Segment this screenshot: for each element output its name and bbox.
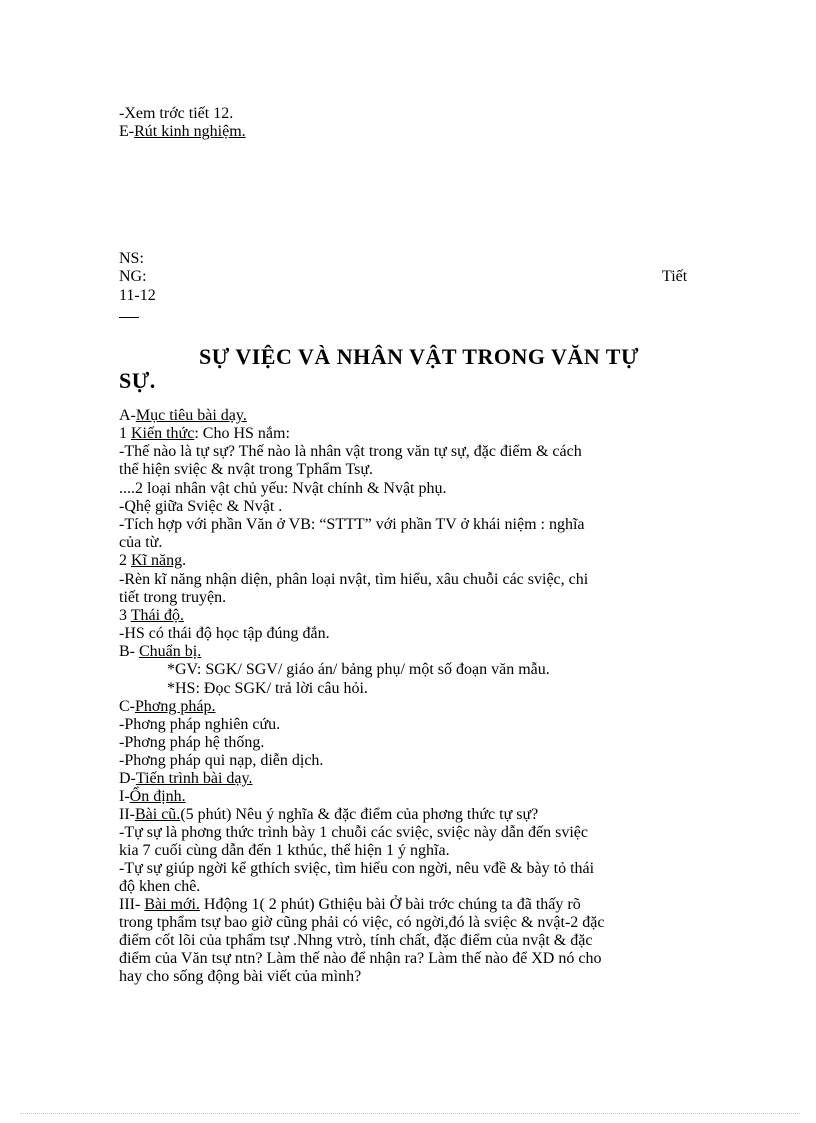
attitude-line: -HS có thái độ học tập đúng đắn. [119, 625, 330, 642]
section-b: B- Chuẩn bị. [119, 643, 202, 660]
attitude-title: Thái độ. [130, 607, 185, 624]
section-c: C-Phơng pháp. [119, 698, 216, 715]
step-3-line: điểm của Văn tsự ntn? Làm thế nào để nhận ra? Làm thế nào để XD nó cho [119, 950, 602, 967]
ng-label: NG: [119, 268, 147, 285]
knowledge-line: thể hiện sviệc & nvật trong Tphẩm Tsự. [119, 461, 374, 478]
tiet-label: Tiết [662, 268, 688, 285]
page-bottom-border [20, 1113, 800, 1114]
section-d: D-Tiến trình bài dạy. [119, 770, 253, 787]
ns-label: NS: [119, 250, 144, 267]
knowledge-heading: 1 Kiến thức: Cho HS nắm: [119, 425, 290, 442]
section-b-title: Chuẩn bị. [139, 643, 202, 660]
page-title-line1: SỰ VIỆC VÀ NHÂN VẬT TRONG VĂN TỰ [199, 344, 639, 369]
preview-line: -Xem trớc tiết 12. [119, 105, 234, 122]
step-1-title: Ổn định. [129, 788, 186, 805]
skills-line: tiết trong truyện. [119, 589, 227, 606]
skills-line: -Rèn kĩ năng nhận diện, phân loại nvật, tìm hiểu, xâu chuỗi các sviệc, chi [119, 571, 589, 588]
skills-title: Kĩ năng [131, 552, 183, 569]
section-c-title: Phơng pháp. [135, 698, 216, 715]
step-3-line: hay cho sống động bài viết của mình? [119, 968, 362, 985]
section-e: E-Rút kinh nghiệm. [119, 123, 246, 140]
method-line: -Phơng pháp hệ thống. [119, 734, 265, 751]
prep-line: *HS: Đọc SGK/ trả lời câu hỏi. [167, 680, 368, 697]
method-line: -Phơng pháp qui nạp, diễn dịch. [119, 752, 324, 769]
step-3: III- Bài mới. Hđộng 1( 2 phút) Gthiệu bài Ở bài trớc chúng ta đã thấy rõ [119, 896, 581, 913]
step-3-line: điểm cốt lõi của tphẩm tsự .Nhng vtrò, tính chất, đặc điểm của nvật & đặc [119, 932, 593, 949]
lesson-number: 11-12 [119, 287, 156, 304]
section-e-title: Rút kinh nghiệm. [134, 123, 246, 140]
step-2: II-Bài cũ.(5 phút) Nêu ý nghĩa & đặc điểm của phơng thức tự sự? [119, 806, 539, 823]
step-1: I-Ổn định. [119, 788, 186, 805]
section-d-title: Tiến trình bài dạy. [135, 770, 253, 787]
knowledge-line: ....2 loại nhân vật chủ yếu: Nvật chính & Nvật phụ. [119, 480, 447, 497]
attitude-heading: 3 Thái độ. [119, 607, 185, 624]
step-3-line: trong tphẩm tsự bao giờ cũng phải có việc, có ngời,đó là sviệc & nvật-2 đặc [119, 914, 605, 931]
step-3-title: Bài mới. [144, 896, 200, 913]
section-a: A-Mục tiêu bài dạy. [119, 407, 247, 424]
prep-line: *GV: SGK/ SGV/ giáo án/ bảng phụ/ một số đoạn văn mẫu. [167, 661, 550, 678]
step-2-line: -Tự sự giúp ngời kể gthích sviệc, tìm hiểu con ngời, nêu vđề & bày tỏ thái [119, 860, 595, 877]
step-2-line: độ khen chê. [119, 878, 201, 895]
short-rule [119, 317, 139, 318]
knowledge-line: -Tích hợp với phần Văn ở VB: “STTT” với phần TV ở khái niệm : nghĩa [119, 516, 585, 533]
knowledge-line: -Thế nào là tự sự? Thế nào là nhân vật trong văn tự sự, đặc điểm & cách [119, 443, 582, 460]
step-2-title: Bài cũ. [134, 806, 181, 823]
page-title-line2: SỰ. [119, 368, 156, 393]
skills-heading: 2 Kĩ năng. [119, 552, 187, 569]
knowledge-title: Kiến thức [131, 425, 195, 442]
step-2-line: -Tự sự là phơng thức trình bày 1 chuỗi các sviệc, sviệc này dẫn đến sviệc [119, 824, 588, 841]
section-a-title: Mục tiêu bài dạy. [135, 407, 247, 424]
step-2-line: kia 7 cuối cùng dẫn đến 1 kthúc, thể hiện 1 ý nghĩa. [119, 842, 450, 859]
knowledge-line: của từ. [119, 534, 163, 551]
method-line: -Phơng pháp nghiên cứu. [119, 716, 281, 733]
knowledge-line: -Qhệ giữa Sviệc & Nvật . [119, 498, 283, 515]
